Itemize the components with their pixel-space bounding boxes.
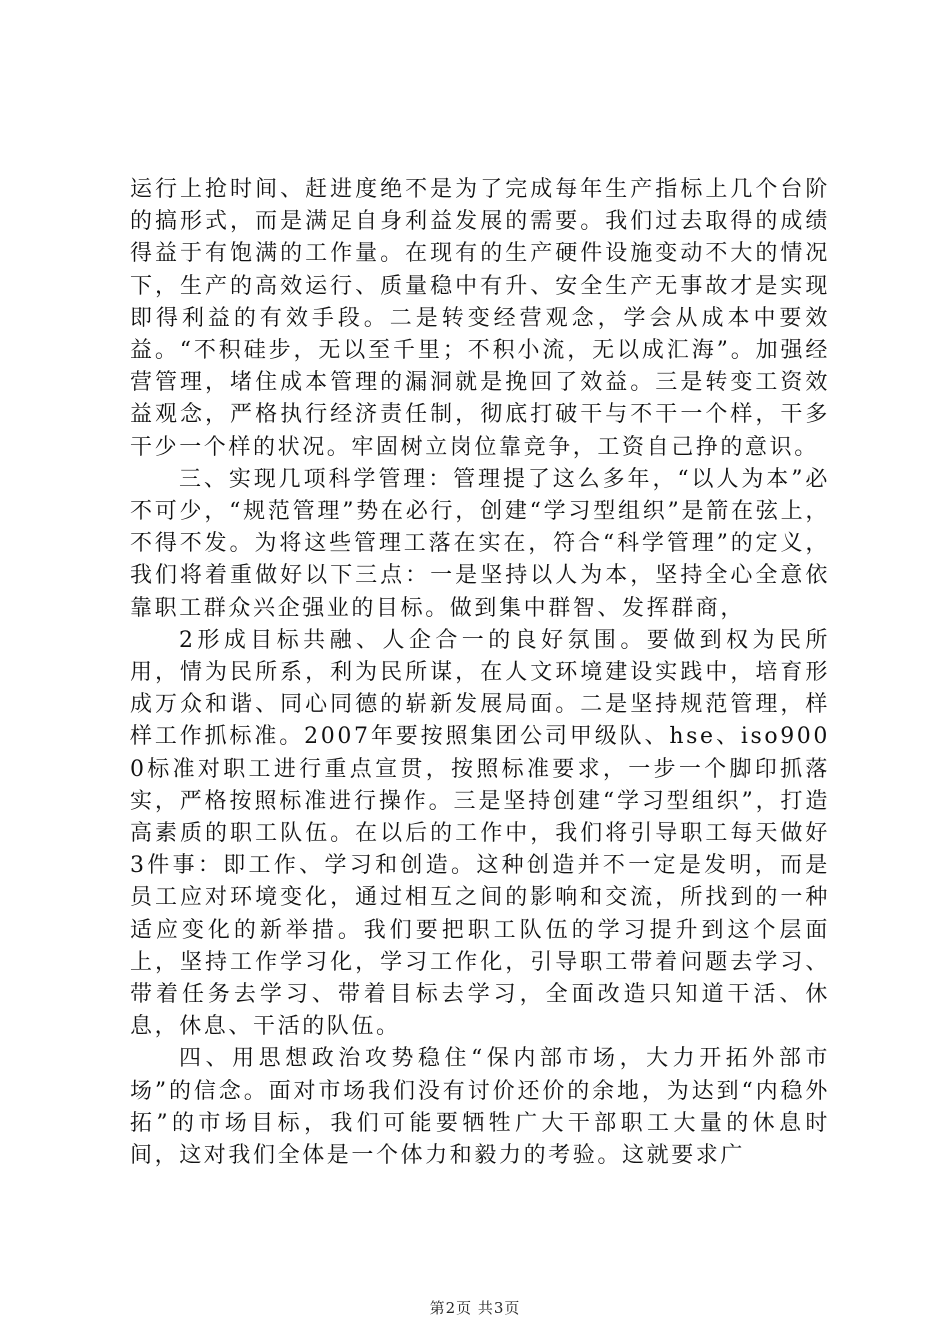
document-body xyxy=(130,174,830,1172)
paragraph-4: 四、用思想政治攻势稳住“保内部市场，大力开拓外部市场”的信念。面对市场我们没有讨价还价的余地，为达到“内稳外拓”的市场目标，我们可能要牺牲广大干部职工大量的休息时间，这对我们全体是一个体力和毅力的考验。这就要求广 xyxy=(130,1046,830,1169)
page-number-footer: 第2页 共3页 xyxy=(429,1299,521,1317)
paragraph-2: 三、实现几项科学管理：管理提了这么多年，“以人为本”必不可少，“规范管理”势在必行，创建“学习型组织”是箭在弦上，不得不发。为将这些管理工落在实在，符合“科学管理”的定义，我们将着重做好以下三点：一是坚持以人为本，坚持全心全意依靠职工群众兴企强业的目标。做到集中群智、发挥群商， xyxy=(130,466,830,621)
paragraph-3: 2形成目标共融、人企合一的良好氛围。要做到权为民所用，情为民所系，利为民所谋，在人文环境建设实践中，培育形成万众和谐、同心同德的崭新发展局面。二是坚持规范管理，样样工作抓标准。2007年要按照集团公司甲级队、hse、iso9000标准对职工进行重点宣贯，按照标准要求，一步一个脚印抓落实，严格按照标准进行操作。三是坚持创建“学习型组织”，打造高素质的职工队伍。在以后的工作中，我们将引导职工每天做好3件事：即工作、学习和创造。这种创造并不一定是发明，而是员工应对环境变化，通过相互之间的影响和交流，所找到的一种适应变化的新举措。我们要把职工队伍的学习提升到这个层面上，坚持工作学习化，学习工作化，引导职工带着问题去学习、带着任务去学习、带着目标去学习，全面改造只知道干活、休息，休息、干活的队伍。 xyxy=(130,627,830,1040)
paragraph-1: 运行上抢时间、赶进度绝不是为了完成每年生产指标上几个台阶的搞形式，而是满足自身利益发展的需要。我们过去取得的成绩得益于有饱满的工作量。在现有的生产硬件设施变动不大的情况下，生产的高效运行、质量稳中有升、安全生产无事故才是实现即得利益的有效手段。二是转变经营观念，学会从成本中要效益。“不积硅步，无以至千里；不积小流，无以成汇海”。加强经营管理，堵住成本管理的漏洞就是挽回了效益。三是转变工资效益观念，严格执行经济责任制，彻底打破干与不干一个样，干多干少一个样的状况。牢固树立岗位靠竞争，工资自己挣的意识。 xyxy=(130,177,830,460)
